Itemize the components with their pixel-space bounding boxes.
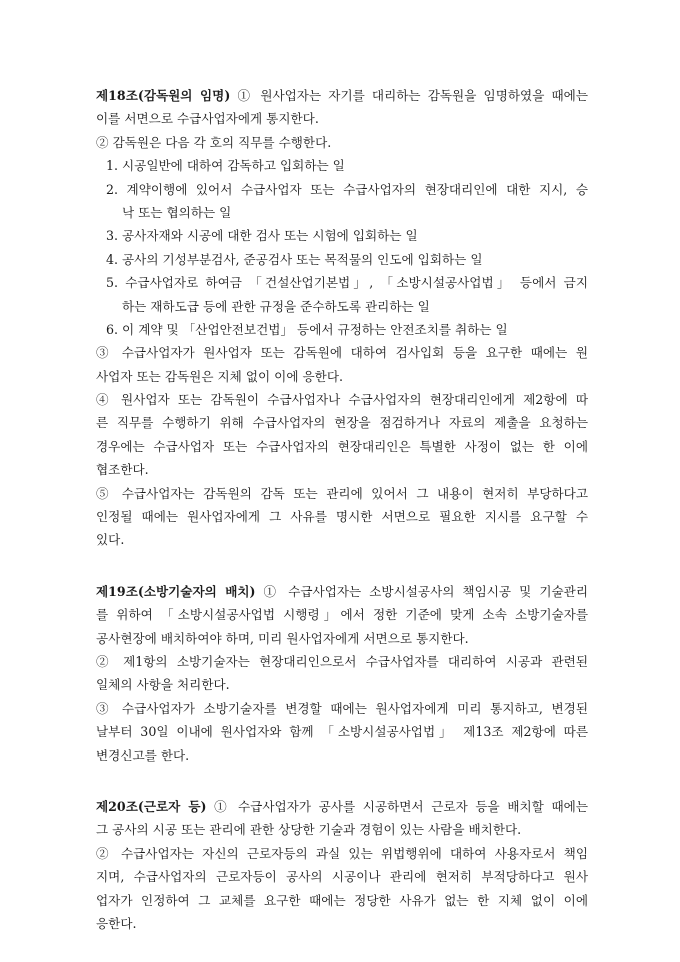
article-text-line: 6. 이 계약 및 「산업안전보건법」 등에서 규정하는 안전조치를 취하는 일 — [106, 321, 508, 337]
article-text-line: 지며, 수급사업자의 근로자등이 공사의 시공이나 관리에 현저히 부적당하다고 원사 — [96, 869, 588, 885]
article-text-line: 를 위하여 「소방시설공사업법 시행령」에서 정한 기준에 맞게 소속 소방기술자를 — [96, 607, 588, 623]
article-text-line: 이를 서면으로 수급사업자에게 통지한다. — [96, 111, 319, 127]
article-text-line: 2. 계약이행에 있어서 수급사업자 또는 수급사업자의 현장대리인에 대한 지시, 승 — [106, 181, 588, 197]
article-text-line: 협조한다. — [96, 462, 149, 478]
article-spacer — [96, 767, 588, 795]
article-text-line: 공사현장에 배치하여야 하며, 미리 원사업자에게 서면으로 통지한다. — [96, 630, 469, 646]
article-19 — [96, 580, 588, 767]
article-20 — [96, 795, 588, 935]
article-text-line: 변경신고를 한다. — [96, 747, 190, 763]
article-heading-line — [96, 795, 588, 818]
article-heading-line — [96, 84, 588, 107]
article-text-line: 5. 수급사업자로 하여금 「건설산업기본법」, 「소방시설공사업법」 등에서 금지 — [106, 275, 588, 291]
article-text-line: 있다. — [96, 532, 125, 548]
article-heading-line — [96, 580, 588, 603]
article-text: ① 수급사업자가 공사를 시공하면서 근로자 등을 배치할 때에는 — [206, 798, 588, 814]
article-text-line: 하는 재하도급 등에 관한 규정을 준수하도록 관리하는 일 — [122, 298, 430, 314]
article-text-line: ③ 수급사업자가 소방기술자를 변경할 때에는 원사업자에게 미리 통지하고, 변경된 — [96, 700, 588, 716]
article-text: ① 수급사업자는 소방시설공사의 책임시공 및 기술관리 — [255, 583, 588, 599]
article-text-line: 사업자 또는 감독원은 지체 없이 이에 응한다. — [96, 368, 344, 384]
article-title: 제20조(근로자 등) — [96, 798, 207, 814]
article-text-line: 른 직무를 수행하기 위해 수급사업자의 현장을 점검하거나 자료의 제출을 요청하는 — [96, 415, 588, 431]
article-18 — [96, 84, 588, 552]
article-text-line: ② 수급사업자는 자신의 근로자등의 과실 있는 위법행위에 대하여 사용자로서 책임 — [96, 845, 588, 861]
article-text-line: 날부터 30일 이내에 원사업자와 함께 「소방시설공사업법」 제13조 제2항에 따른 — [96, 724, 588, 740]
article-title: 제19조(소방기술자의 배치) — [96, 583, 256, 599]
article-text-line: 업자가 인정하여 그 교체를 요구한 때에는 정당한 사유가 없는 한 지체 없이 이에 — [96, 892, 588, 908]
article-text-line: ② 감독원은 다음 각 호의 직무를 수행한다. — [96, 134, 332, 150]
article-spacer — [96, 552, 588, 580]
article-text-line: 4. 공사의 기성부분검사, 준공검사 또는 목적물의 인도에 입회하는 일 — [106, 251, 483, 267]
article-text-line: ④ 원사업자 또는 감독원이 수급사업자나 수급사업자의 현장대리인에게 제2항에 따 — [96, 392, 588, 408]
article-text-line: 응한다. — [96, 915, 137, 931]
article-text-line: ③ 수급사업자가 원사업자 또는 감독원에 대하여 검사입회 등을 요구한 때에는 원 — [96, 345, 588, 361]
article-text-line: ② 제1항의 소방기술자는 현장대리인으로서 수급사업자를 대리하여 시공과 관련된 — [96, 653, 588, 669]
article-text-line: 낙 또는 협의하는 일 — [122, 204, 232, 220]
article-title: 제18조(감독원의 임명) — [96, 88, 231, 103]
article-text: ① 원사업자는 자기를 대리하는 감독원을 임명하였을 때에는 — [230, 88, 588, 103]
article-text-line: ⑤ 수급사업자는 감독원의 감독 또는 관리에 있어서 그 내용이 현저히 부당하다고 — [96, 485, 588, 501]
article-text-line: 1. 시공일반에 대하여 감독하고 입회하는 일 — [106, 158, 345, 174]
article-text-line: 인정될 때에는 원사업자에게 그 사유를 명시한 서면으로 필요한 지시를 요구할 수 — [96, 509, 588, 525]
article-text-line: 경우에는 수급사업자 또는 수급사업자의 현장대리인은 특별한 사정이 없는 한 이에 — [96, 438, 588, 454]
document-page — [96, 84, 588, 935]
article-text-line: 그 공사의 시공 또는 관리에 관한 상당한 기술과 경험이 있는 사람을 배치한다. — [96, 822, 522, 838]
article-text-line: 3. 공사자재와 시공에 대한 검사 또는 시험에 입회하는 일 — [106, 228, 418, 244]
article-text-line: 일체의 사항을 처리한다. — [96, 677, 230, 693]
